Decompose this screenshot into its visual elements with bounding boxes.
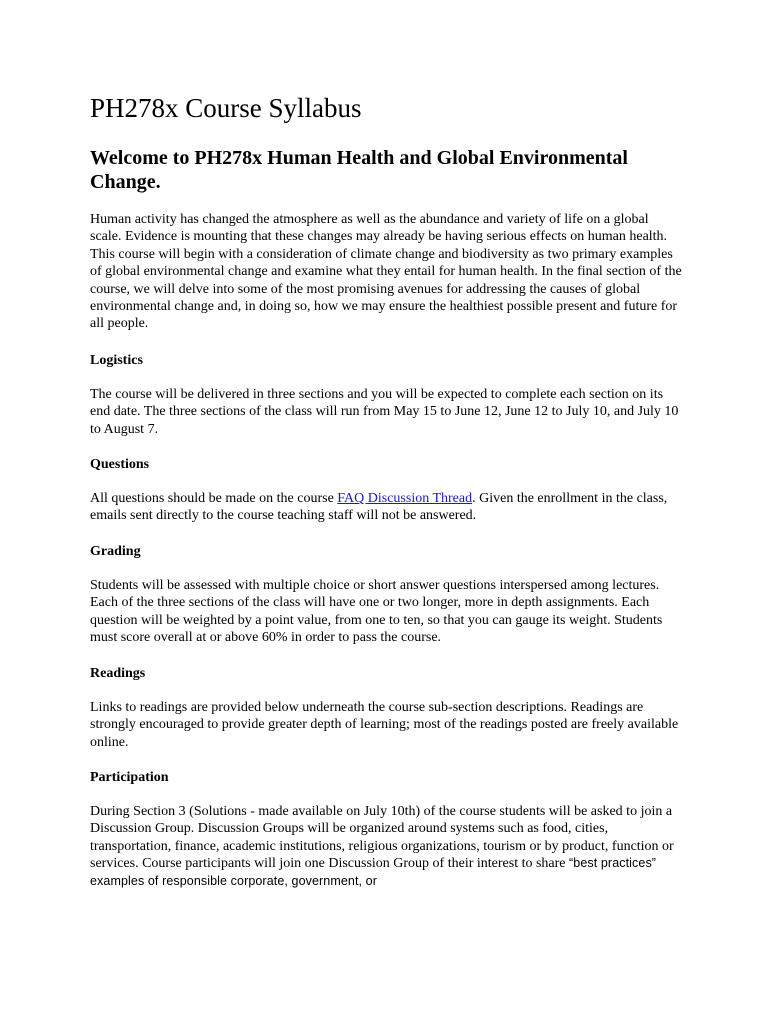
readings-heading: Readings (90, 666, 146, 681)
questions-text-after: . Given the enrollment in the class, emails sent directly to the course teaching staff will not be answered. (90, 491, 668, 524)
participation-heading: Participation (90, 770, 169, 785)
participation-paragraph (90, 803, 682, 890)
questions-text-before: All questions should be made on the course (90, 491, 338, 506)
readings-paragraph: Links to readings are provided below underneath the course sub-section descriptions. Readings are strongly encouraged to provide greater depth of learning; most of the readings posted are freely available online. (90, 700, 679, 750)
logistics-heading: Logistics (90, 353, 143, 368)
grading-heading: Grading (90, 544, 141, 559)
faq-discussion-thread-link[interactable]: FAQ Discussion Thread (337, 491, 473, 506)
page-title: PH278x Course Syllabus (90, 93, 362, 123)
questions-paragraph (90, 490, 682, 525)
logistics-paragraph: The course will be delivered in three sections and you will be expected to complete each section on its end date. The three sections of the class will run from May 15 to June 12, June 12 to July 10, and July 10 to August 7. (90, 387, 679, 437)
page-subtitle: Welcome to PH278x Human Health and Global Environmental Change. (90, 147, 628, 193)
questions-heading: Questions (90, 457, 150, 472)
participation-text-tail: “best practices” examples of responsible corporate, government, or (90, 856, 657, 888)
grading-paragraph: Students will be assessed with multiple choice or short answer questions interspersed among lectures. Each of the three sections of the class will have one or two longer, more in depth assignments. Each question will be weighted by a point value, from one to ten, so that you can gauge its weight. Students must score overall at or above 60% in order to pass the course. (90, 578, 663, 646)
participation-text: During Section 3 (Solutions - made available on July 10th) of the course students will be asked to join a Discussion Group. Discussion Groups will be organized around systems such as food, cities, transportation, finance, academic institutions, religious organizations, tourism or by product, function or services. Course participants will join one Discussion Group of their interest to share (90, 804, 674, 872)
intro-paragraph: Human activity has changed the atmosphere as well as the abundance and variety of life on a global scale. Evidence is mounting that these changes may already be having serious effects on human health. This course will begin with a consideration of climate change and biodiversity as two primary examples of global environmental change and examine what they entail for human health. In the final section of the course, we will delve into some of the most promising avenues for addressing the causes of global environmental change and, in doing so, how we may ensure the healthiest possible present and future for all people. (90, 212, 682, 332)
